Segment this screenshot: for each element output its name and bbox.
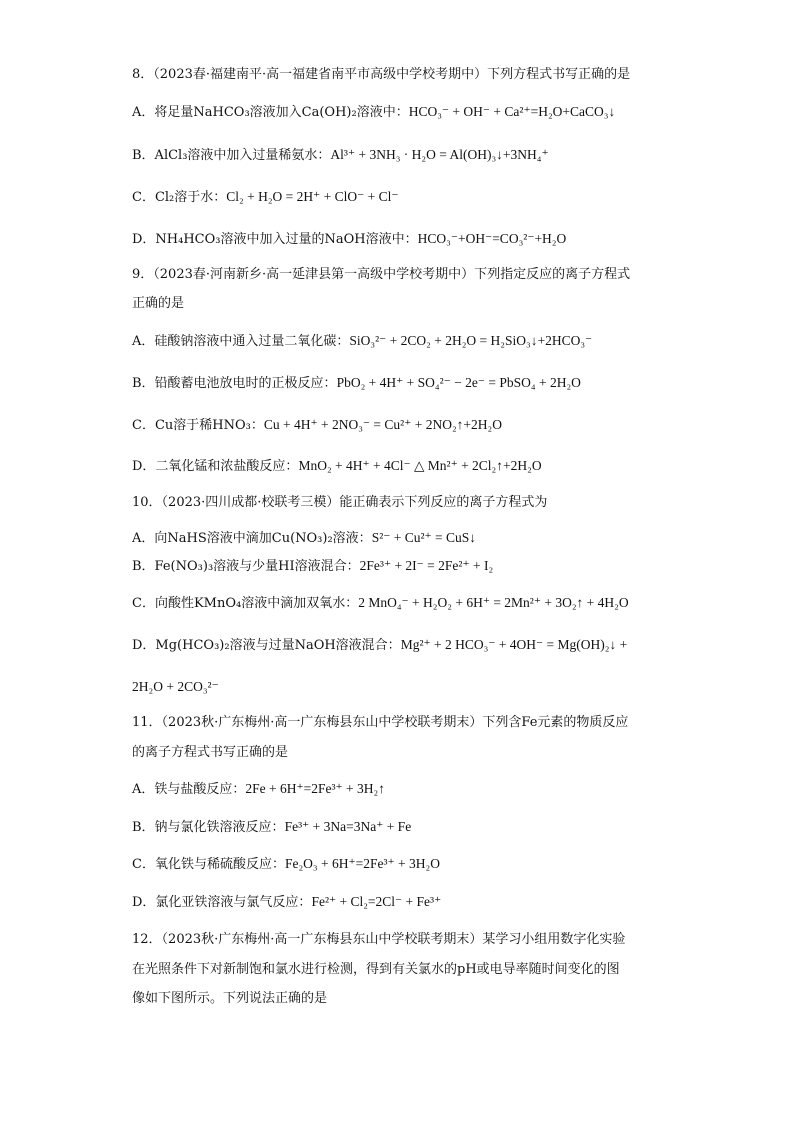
q9-option-a-equation: SiO₃²⁻ + 2CO₂ + 2H₂O = H₂SiO₃↓+2HCO₃⁻ [349, 333, 593, 348]
q9-option-b-label: B．铅酸蓄电池放电时的正极反应： [132, 376, 337, 391]
q11-option-a [132, 780, 385, 799]
q9-option-a-label: A．硅酸钠溶液中通入过量二氧化碳： [132, 334, 350, 349]
q11-option-d-equation: Fe²⁺ + Cl₂=2Cl⁻ + Fe³⁺ [311, 894, 442, 909]
q9-option-c-equation: Cu + 4H⁺ + 2NO₃⁻ = Cu²⁺ + 2NO₂↑+2H₂O [263, 417, 502, 432]
q11-stem-line-2: 的离子方程式书写正确的是 [132, 745, 289, 760]
q8-option-d-equation: HCO₃⁻+OH⁻=CO₃²⁻+H₂O [417, 231, 567, 246]
q10-option-d-label: D．Mg(HCO₃)₂溶液与过量NaOH溶液混合： [132, 638, 401, 653]
q10-option-c-equation: 2 MnO₄⁻ + H₂O₂ + 6H⁺ = 2Mn²⁺ + 3O₂↑ + 4H₂O [358, 595, 629, 610]
q11-option-c-label: C．氧化铁与稀硫酸反应： [132, 857, 285, 872]
q11-option-a-equation: 2Fe + 6H⁺=2Fe³⁺ + 3H₂↑ [245, 781, 385, 796]
q11-option-b-label: B．钠与氯化铁溶液反应： [132, 820, 285, 835]
q10-option-a-label: A．向NaHS溶液中滴加Cu(NO₃)₂溶液： [132, 531, 372, 546]
q11-stem-line-1: 11．（2023秋·广东梅州·高一广东梅县东山中学校联考期末）下列含Fe元素的物质反应 [132, 715, 629, 730]
q10-option-c-label: C．向酸性KMnO₄溶液中滴加双氧水： [132, 596, 359, 611]
q10-option-b-equation: 2Fe³⁺ + 2I⁻ = 2Fe²⁺ + I₂ [359, 558, 494, 573]
q9-option-a [132, 332, 592, 351]
q8-option-a-label: A．将足量NaHCO₃溶液加入Ca(OH)₂溶液中： [132, 105, 409, 120]
q10-stem: 10．（2023·四川成都·校联考三模）能正确表示下列反应的离子方程式为 [132, 495, 548, 510]
q10-option-a-equation: S²⁻ + Cu²⁺ = CuS↓ [371, 530, 477, 545]
q8-option-d-label: D．NH₄HCO₃溶液中加入过量的NaOH溶液中： [132, 232, 418, 247]
q9-option-d-equation: MnO₂ + 4H⁺ + 4Cl⁻ △ Mn²⁺ + 2Cl₂↑+2H₂O [298, 458, 542, 473]
q9-option-c-label: C．Cu溶于稀HNO₃： [132, 418, 264, 433]
q9-option-d-label: D．二氧化锰和浓盐酸反应： [132, 459, 299, 474]
q8-option-d [132, 230, 566, 249]
q11-option-c [132, 855, 440, 874]
q9-stem-line-2: 正确的是 [132, 296, 185, 311]
q9-option-d [132, 457, 542, 476]
q11-option-b-equation: Fe³⁺ + 3Na=3Na⁺ + Fe [284, 819, 412, 834]
q10-option-a [132, 529, 476, 548]
q11-option-b [132, 818, 411, 837]
q8-option-c-equation: Cl₂ + H₂O = 2H⁺ + ClO⁻ + Cl⁻ [226, 189, 399, 204]
q12-stem-line-2: 在光照条件下对新制饱和氯水进行检测，得到有关氯水的pH或电导率随时间变化的图 [132, 962, 620, 977]
q10-option-d-continuation: 2H₂O + 2CO₃²⁻ [132, 679, 219, 694]
q11-option-d-label: D．氯化亚铁溶液与氯气反应： [132, 895, 312, 910]
q10-option-c [132, 594, 629, 613]
q9-option-b-equation: PbO₂ + 4H⁺ + SO₄²⁻ − 2e⁻ = PbSO₄ + 2H₂O [336, 375, 581, 390]
q8-option-a [132, 103, 615, 122]
q8-stem: 8．（2023春·福建南平·高一福建省南平市高级中学校考期中）下列方程式书写正确的是 [132, 67, 631, 82]
q8-option-b-equation: Al³⁺ + 3NH₃ · H₂O = Al(OH)₃↓+3NH₄⁺ [330, 147, 549, 162]
q12-stem-line-1: 12．（2023秋·广东梅州·高一广东梅县东山中学校联考期末）某学习小组用数字化实验 [132, 932, 626, 947]
q8-option-c [132, 188, 399, 207]
q9-option-b [132, 374, 581, 393]
q8-option-b [132, 146, 549, 165]
q9-stem-line-1: 9．（2023春·河南新乡·高一延津县第一高级中学校考期中）下列指定反应的离子方程式 [132, 267, 631, 282]
q10-option-b-label: B．Fe(NO₃)₃溶液与少量HI溶液混合： [132, 559, 360, 574]
q8-option-a-equation: HCO₃⁻ + OH⁻ + Ca²⁺=H₂O+CaCO₃↓ [408, 104, 616, 119]
q9-option-c [132, 416, 502, 435]
q8-option-c-label: C．Cl₂溶于水： [132, 190, 227, 205]
q10-option-d-equation: Mg²⁺ + 2 HCO₃⁻ + 4OH⁻ = Mg(OH)₂↓ + [400, 637, 628, 652]
q12-stem-line-3: 像如下图所示。下列说法正确的是 [132, 991, 328, 1006]
q11-option-c-equation: Fe₂O₃ + 6H⁺=2Fe³⁺ + 3H₂O [284, 856, 440, 871]
q10-option-b [132, 557, 493, 576]
q11-option-a-label: A．铁与盐酸反应： [132, 782, 246, 797]
q10-option-d [132, 636, 627, 655]
q11-option-d [132, 893, 441, 912]
q8-option-b-label: B．AlCl₃溶液中加入过量稀氨水： [132, 148, 331, 163]
